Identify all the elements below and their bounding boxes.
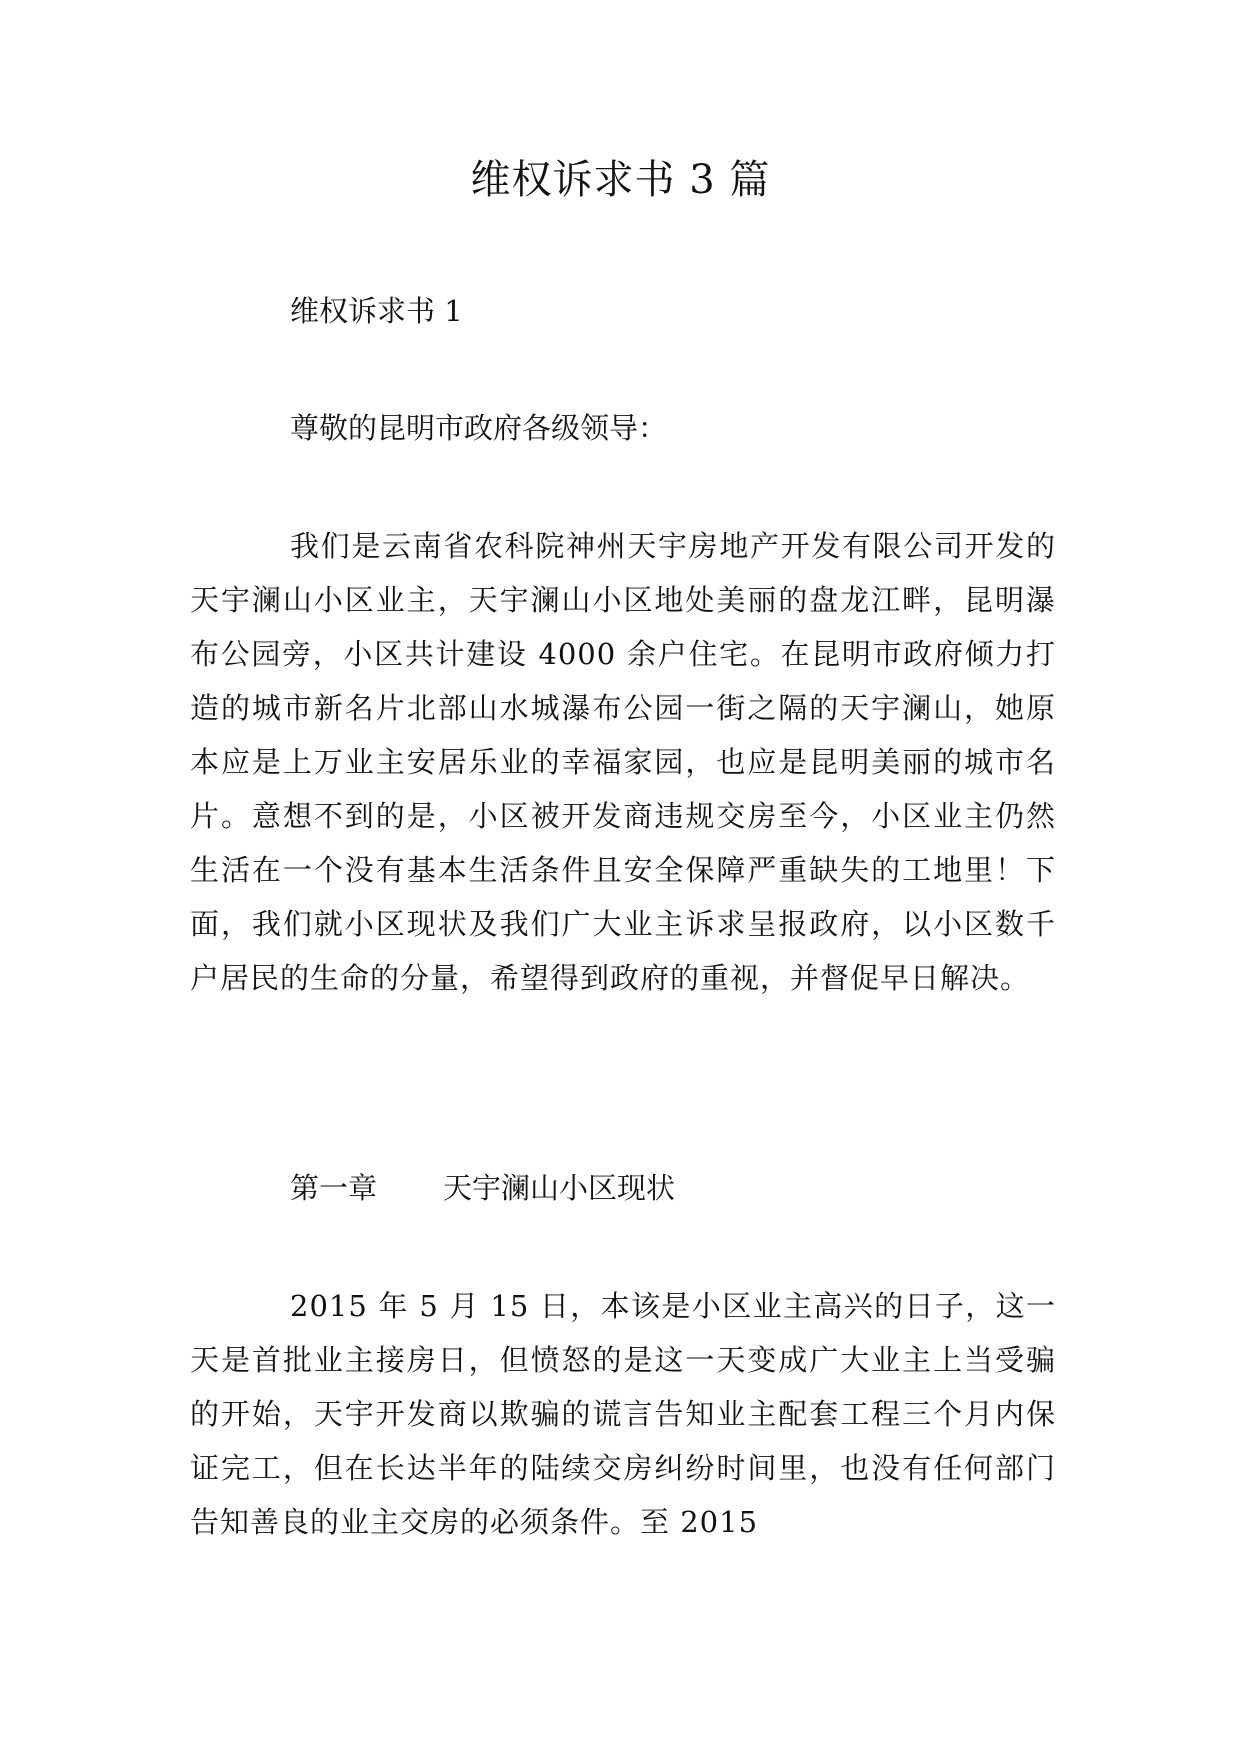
body-paragraph-2: 2015 年 5 月 15 日，本该是小区业主高兴的日子，这一天是首批业主接房日，但愤怒的是这一天变成广大业主上当受骗的开始，天宇开发商以欺骗的谎言告知业主配套工程三个月内保证完工，但在长达半年的陆续交房纠纷时间里，也没有任何部门告知善良的业主交房的必须条件。至 2015 — [190, 1289, 1056, 1539]
salutation: 尊敬的昆明市政府各级领导： — [290, 411, 668, 445]
section-subtitle: 维权诉求书 1 — [290, 294, 463, 328]
chapter-title: 天宇澜山小区现状 — [443, 1171, 676, 1205]
document-title: 维权诉求书 3 篇 — [470, 157, 771, 203]
body-paragraph-1: 我们是云南省农科院神州天宇房地产开发有限公司开发的天宇澜山小区业主，天宇澜山小区地处美丽的盘龙江畔，昆明瀑布公园旁，小区共计建设 4000 余户住宅。在昆明市政府倾力打造的城市新名片北部山水城瀑布公园一街之隔的天宇澜山，她原本应是上万业主安居乐业的幸福家园，也应是昆明美丽的城市名片。意想不到的是，小区被开发商违规交房至今，小区业主仍然生活在一个没有基本生活条件且安全保障严重缺失的工地里！下面，我们就小区现状及我们广大业主诉求呈报政府，以小区数千户居民的生命的分量，希望得到政府的重视，并督促早日解决。 — [190, 529, 1056, 995]
chapter-heading — [290, 1168, 675, 1208]
chapter-label: 第一章 — [290, 1171, 378, 1205]
